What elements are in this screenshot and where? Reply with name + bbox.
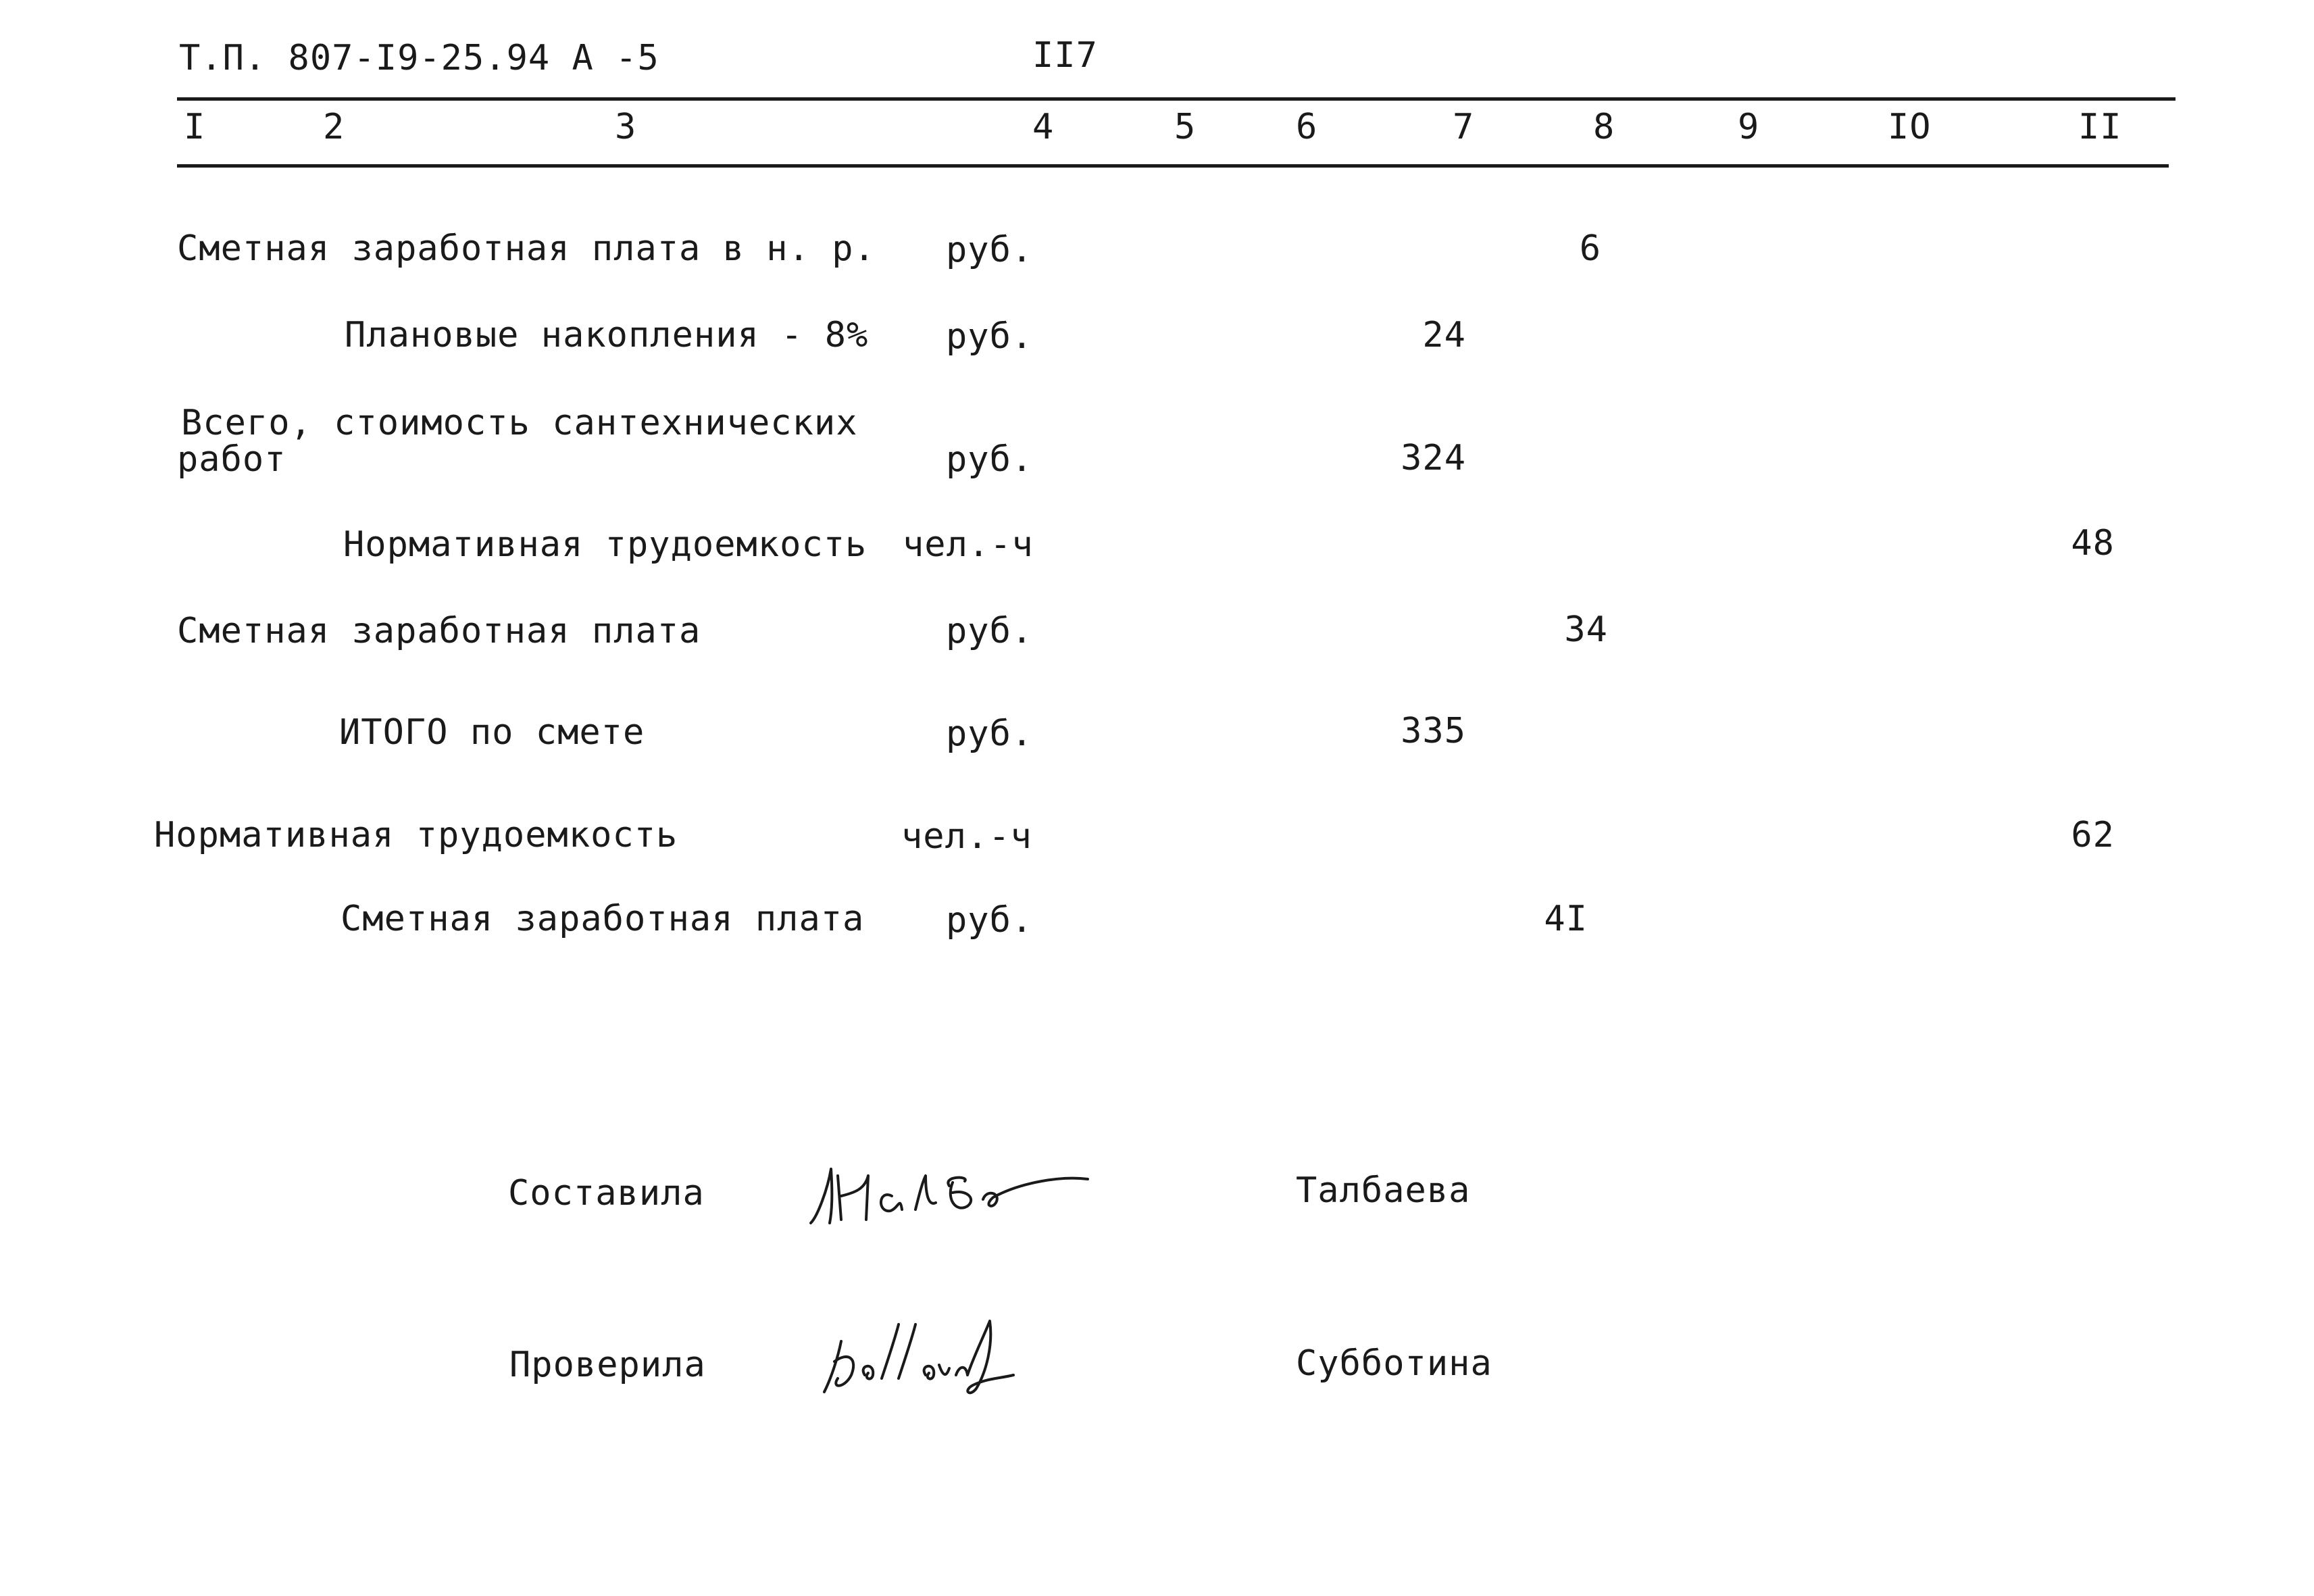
row-value: 34: [1564, 609, 1608, 650]
column-header: 4: [1032, 107, 1055, 147]
row-label: Сметная заработная плата: [177, 611, 701, 651]
row-value: 48: [2071, 523, 2115, 564]
column-header: I: [184, 107, 206, 147]
column-header: 6: [1296, 107, 1318, 147]
row-unit: руб.: [946, 714, 1034, 754]
row-label: Всего, стоимость сантехнических: [181, 403, 858, 443]
checked-by-name: Субботина: [1296, 1343, 1492, 1384]
row-value: 62: [2071, 815, 2115, 855]
header-top-rule: [177, 97, 2175, 101]
row-label: Сметная заработная плата: [341, 899, 865, 939]
row-unit: руб.: [946, 316, 1034, 357]
row-value: 4I: [1544, 899, 1588, 939]
doc-code: Т.П. 807-I9-25.94 А -5: [179, 38, 659, 78]
row-value: 335: [1401, 711, 1466, 751]
column-header: II: [2078, 107, 2122, 147]
row-label: ИТОГО по смете: [339, 712, 645, 753]
row-value: 324: [1401, 438, 1466, 478]
row-label: Нормативная трудоемкость: [343, 524, 867, 565]
signature-checked: [811, 1311, 1040, 1405]
page-number: II7: [1032, 35, 1098, 76]
column-header: 7: [1453, 107, 1475, 147]
header-bottom-rule: [177, 164, 2169, 168]
row-label: Сметная заработная плата в н. р.: [177, 228, 876, 269]
compiled-by-name: Талбаева: [1296, 1170, 1471, 1211]
row-value: 24: [1422, 315, 1466, 355]
row-label: работ: [177, 439, 286, 480]
column-header: 8: [1593, 107, 1615, 147]
compiled-by-label: Составила: [508, 1173, 705, 1214]
column-header: IO: [1888, 107, 1932, 147]
signature-compiled: [790, 1149, 1108, 1237]
column-header: 3: [615, 107, 637, 147]
row-unit: руб.: [946, 230, 1034, 270]
column-header: 2: [323, 107, 345, 147]
column-header: 9: [1738, 107, 1760, 147]
column-header: 5: [1174, 107, 1197, 147]
row-unit: чел.-ч: [901, 816, 1032, 857]
row-value: 6: [1579, 228, 1601, 269]
row-unit: руб.: [946, 611, 1034, 651]
row-label: Нормативная трудоемкость: [154, 815, 678, 855]
row-label: Плановые накопления - 8%: [345, 315, 869, 355]
row-unit: руб.: [946, 439, 1034, 480]
checked-by-label: Проверила: [509, 1345, 706, 1385]
row-unit: чел.-ч: [903, 524, 1034, 565]
row-unit: руб.: [946, 900, 1034, 941]
